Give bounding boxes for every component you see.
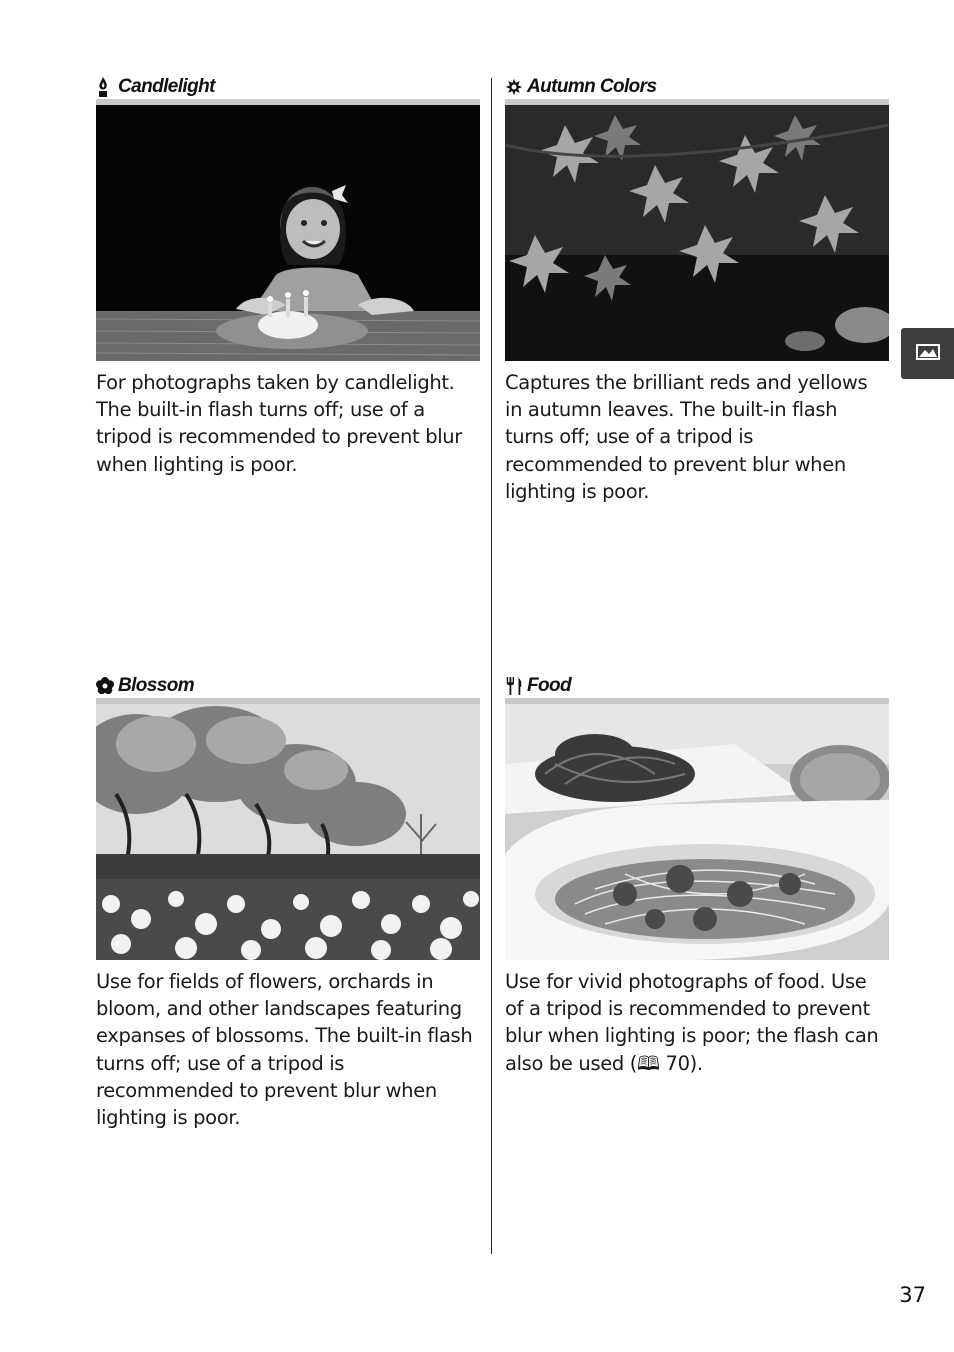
- section-description: Captures the brilliant reds and yellows in autumn leaves. The built-in flash turns off; use of a tripod is recommended to prevent blur when lighting is poor.: [505, 371, 868, 503]
- scene-mode-tab: [901, 328, 954, 379]
- scene-mode-icon: [914, 341, 942, 367]
- autumn-colors-photo: [505, 105, 889, 361]
- section-heading: [505, 675, 889, 697]
- section-food: [505, 675, 889, 1077]
- fork-knife-icon: [505, 675, 523, 697]
- section-title: Food: [527, 675, 572, 696]
- candle-icon: [96, 76, 114, 98]
- section-description: Use for fields of flowers, orchards in bloom, and other landscapes featuring expanses of blossoms. The built-in flash turns off; use of a tripod is recommended to prevent blur when lighting is poor.: [96, 970, 473, 1130]
- section-title: Autumn Colors: [527, 76, 657, 97]
- section-title: Candlelight: [118, 76, 215, 97]
- section-blossom: [96, 675, 480, 1131]
- section-candlelight: [96, 76, 480, 478]
- section-heading: [96, 76, 480, 98]
- food-photo: [505, 704, 889, 960]
- column-divider: [491, 78, 492, 1254]
- page-number: 37: [899, 1283, 926, 1307]
- section-description: Use for vivid photographs of food. Use of a tripod is recommended to prevent blur when lighting is poor; the flash can also be used (🕮 70).: [505, 970, 879, 1075]
- section-heading: [96, 675, 480, 697]
- blossom-photo: [96, 704, 480, 960]
- section-autumn-colors: [505, 76, 889, 505]
- blossom-icon: [96, 675, 114, 697]
- candlelight-photo: [96, 105, 480, 361]
- maple-leaf-icon: [505, 76, 523, 98]
- section-description: For photographs taken by candlelight. The built-in flash turns off; use of a tripod is recommended to prevent blur when lighting is poor.: [96, 371, 462, 476]
- section-heading: [505, 76, 889, 98]
- section-title: Blossom: [118, 675, 195, 696]
